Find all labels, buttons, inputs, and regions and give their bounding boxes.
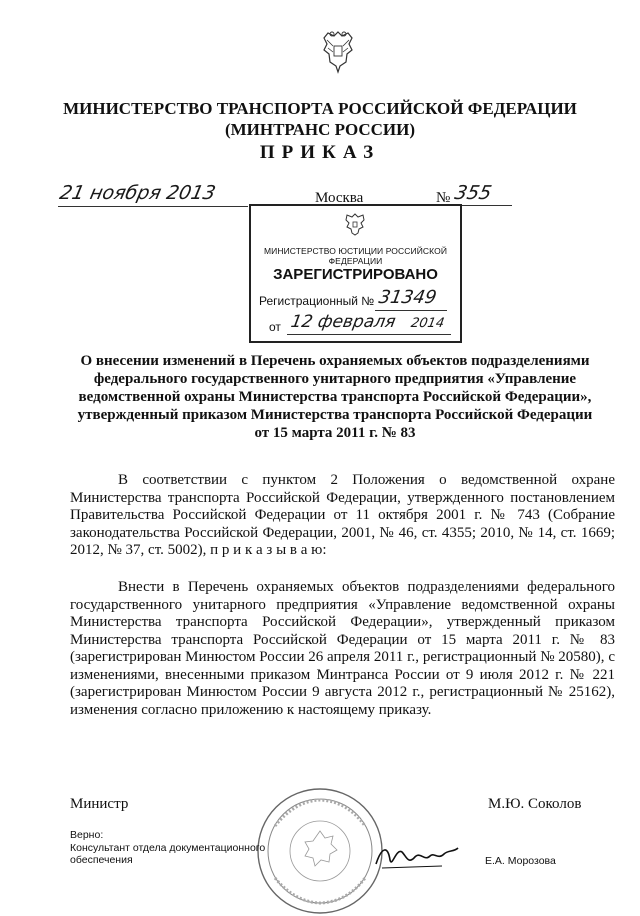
stamp-reg-underline bbox=[375, 310, 447, 311]
order-paragraph: Внести в Перечень охраняемых объектов подразделениями федерального государственного унитарного предприятия «Управление ведомственной охраны Министерства транспорта Российской Федерации», утвержденный приказом Министерства транспорта Российской Федерации от 15 марта 2011 г. № 83 (зарегистрирован Минюстом России 26 апреля 2011 г., регистрационный № 20580), с изменениями, внесенными приказом Минтранса России от 9 июля 2012 г. № 221 (зарегистрирован Минюстом России 9 августа 2012 г., регистрационный № 25162), изменения согласно приложению к настоящему приказу. bbox=[70, 579, 615, 718]
preamble-paragraph: В соответствии с пунктом 2 Положения о ведомственной охране Министерства транспорта Российской Федерации, утвержденного постановлением Правительства Российской Федерации от 11 октября 2001 г. № 743 (Собрание законодательства Российской Федерации, 2001, № 46, ст. 4355; 2010, № 14, ст. 1669; 2012, № 37, ст. 5002), п р и к а з ы в а ю: bbox=[70, 472, 615, 558]
round-seal-icon bbox=[255, 786, 385, 916]
order-city: Москва bbox=[315, 190, 364, 206]
stamp-date-label: от bbox=[269, 320, 281, 334]
verification-label: Верно: bbox=[70, 829, 104, 841]
registration-stamp bbox=[249, 204, 462, 343]
signatory-title: Министр bbox=[70, 796, 129, 812]
order-number: 355 bbox=[452, 182, 494, 204]
stamp-organization: МИНИСТЕРСТВО ЮСТИЦИИ РОССИЙСКОЙ ФЕДЕРАЦИИ bbox=[263, 246, 448, 266]
stamp-status: ЗАРЕГИСТРИРОВАНО bbox=[273, 266, 438, 283]
verification-block bbox=[70, 829, 265, 867]
verifier-position-line-2: обеспечения bbox=[70, 854, 133, 866]
document-type: ПРИКАЗ bbox=[259, 142, 381, 163]
verifier-position-line-1: Консультант отдела документационного bbox=[70, 841, 266, 854]
stamp-date-underline bbox=[287, 334, 451, 335]
subject-line-4: утвержденный приказом Министерства транспорта Российской Федерации bbox=[77, 407, 593, 423]
verifier-name: Е.А. Морозова bbox=[485, 855, 556, 867]
stamp-reg-label: Регистрационный № bbox=[259, 294, 375, 308]
stamp-emblem-icon bbox=[343, 212, 367, 236]
ministry-name: МИНИСТЕРСТВО ТРАНСПОРТА РОССИЙСКОЙ ФЕДЕРАЦИИ bbox=[63, 99, 577, 118]
stamp-year: 2014 bbox=[409, 316, 446, 331]
date-underline bbox=[58, 206, 248, 207]
subject-line-3: ведомственной охраны Министерства транспорта Российской Федерации», bbox=[78, 389, 592, 405]
stamp-date-value: 12 февраля bbox=[289, 312, 398, 332]
ministry-short-name: (МИНТРАНС РОССИИ) bbox=[224, 120, 416, 139]
subject-line-5: от 15 марта 2011 г. № 83 bbox=[254, 425, 416, 441]
handwritten-signature bbox=[372, 838, 462, 874]
coat-of-arms-icon bbox=[318, 28, 358, 74]
subject-line-1: О внесении изменений в Перечень охраняемых объектов подразделениями bbox=[80, 353, 590, 369]
stamp-reg-number: 31349 bbox=[377, 287, 439, 308]
order-date: 21 ноября 2013 bbox=[57, 182, 218, 204]
order-number-prefix: № bbox=[436, 190, 451, 206]
signatory-name: М.Ю. Соколов bbox=[488, 796, 582, 812]
order-subject bbox=[62, 352, 608, 442]
subject-line-2: федерального государственного унитарного предприятия «Управление bbox=[93, 371, 577, 387]
